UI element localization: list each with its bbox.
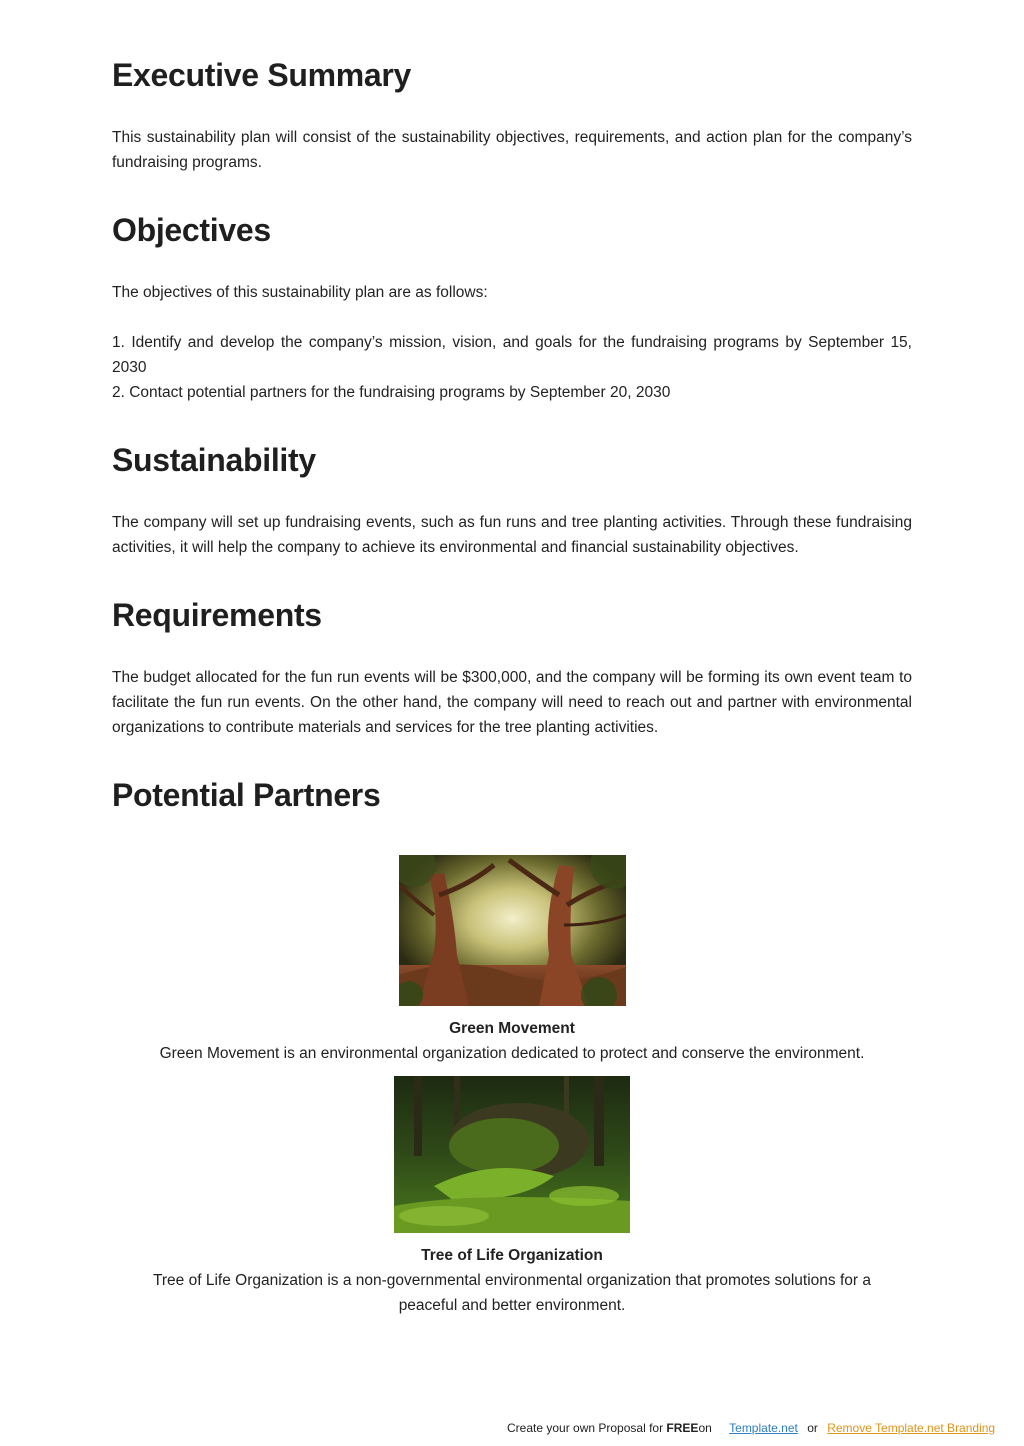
mossy-forest-photo (394, 1076, 630, 1233)
footer-prefix: Create your own Proposal for (507, 1421, 664, 1435)
footer-or: or (807, 1421, 818, 1435)
partner-1-name: Green Movement (449, 1020, 575, 1037)
partner-2-description: Tree of Life Organization is a non-governmental environmental organization that promotes solutions for a peaceful and better environment. (153, 1272, 871, 1314)
objectives-intro: The objectives of this sustainability plan are as follows: (112, 284, 488, 301)
sustainability-section (112, 440, 912, 480)
objectives-body-wrap (112, 280, 912, 305)
partner-1-description: Green Movement is an environmental organization dedicated to protect and conserve the environment. (159, 1045, 865, 1062)
objectives-section (112, 210, 912, 250)
partner-2-name: Tree of Life Organization (421, 1247, 603, 1264)
remove-branding-link[interactable]: Remove Template.net Branding (827, 1421, 996, 1435)
sustainability-body-wrap (112, 510, 912, 560)
forest-trees-photo (399, 855, 626, 1006)
requirements-body-wrap (112, 665, 912, 740)
footer-on: on (698, 1421, 712, 1435)
executive-summary-body-wrap (112, 125, 912, 175)
objective-item-1: 1. Identify and develop the company’s mission, vision, and goals for the fundraising programs by September 15, 2030 (112, 334, 912, 376)
template-net-link[interactable]: Template.net (729, 1421, 798, 1435)
executive-summary-heading: Executive Summary (112, 57, 412, 93)
objectives-heading: Objectives (112, 212, 271, 248)
sustainability-body: The company will set up fundraising events, such as fun runs and tree planting activities. Through these fundraising activities, it will help the company to achieve its environmental and financial sustainability objectives. (112, 514, 912, 556)
requirements-section (112, 595, 912, 635)
potential-partners-section (112, 775, 912, 815)
sustainability-heading: Sustainability (112, 442, 316, 478)
potential-partners-heading: Potential Partners (112, 777, 381, 813)
footer-free: FREE (666, 1421, 699, 1435)
objectives-list (112, 330, 912, 405)
requirements-body: The budget allocated for the fun run events will be $300,000, and the company will be forming its own event team to facilitate the fun run events. On the other hand, the company will need to reach out and partner with environmental organizations to contribute materials and services for the tree planting activities. (112, 669, 912, 736)
objective-item-2: 2. Contact potential partners for the fundraising programs by September 20, 2030 (112, 384, 671, 401)
executive-summary-section (112, 55, 912, 95)
requirements-heading: Requirements (112, 597, 322, 633)
executive-summary-body: This sustainability plan will consist of the sustainability objectives, requirements, and action plan for the company’s fundraising programs. (112, 129, 912, 171)
template-footer (507, 1419, 995, 1437)
